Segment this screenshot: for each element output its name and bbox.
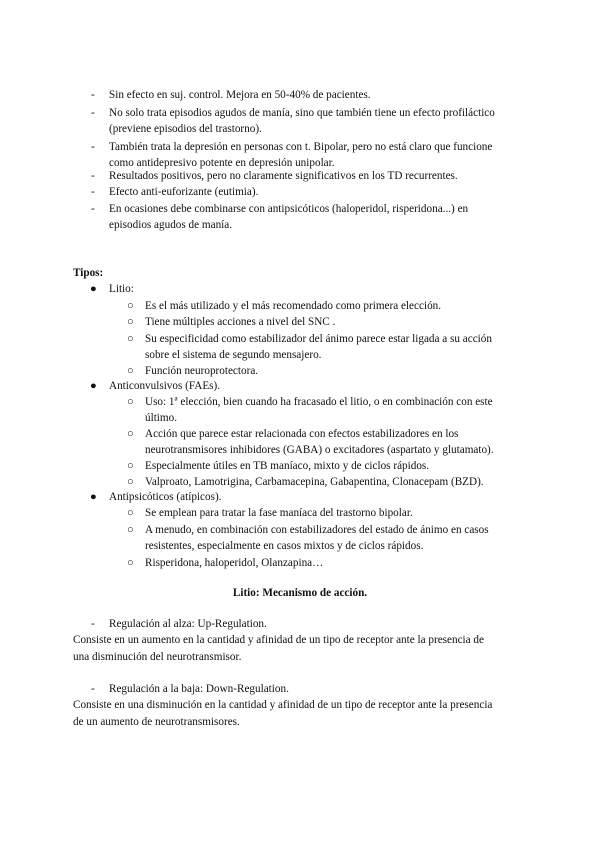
list-item-line: (previene episodios del trastorno). [109,123,262,135]
paragraph-line: de un aumento de neurotransmisores. [73,716,240,728]
tipo-label-litio: Litio: [109,283,134,295]
list-item-line: Efecto anti-euforizante (eutimia). [109,186,259,198]
list-item-line: episodios agudos de manía. [109,219,233,231]
bullet-circle: ○ [127,333,134,345]
bullet-circle: ○ [127,365,134,377]
subitem-line: Especialmente útiles en TB maníaco, mixto y de ciclos rápidos. [145,460,430,472]
bullet-circle: ○ [127,507,134,519]
subitem-line: Su especificidad como estabilizador del ánimo parece estar ligada a su acción [145,333,492,345]
mechanism-label-up: Regulación al alza: Up-Regulation. [109,618,267,630]
bullet-circle: ○ [127,316,134,328]
bullet-circle: ○ [127,300,134,312]
dash-bullet: - [91,203,95,215]
bullet-dot: ● [90,380,97,392]
subitem-line: A menudo, en combinación con estabilizadores del estado de ánimo en casos [145,524,489,536]
paragraph-line: Consiste en una disminución en la cantidad y afinidad de un tipo de receptor ante la presencia [73,699,493,711]
section-heading-mecanismo: Litio: Mecanismo de acción. [232,587,368,599]
bullet-dot: ● [90,283,97,295]
dash-bullet: - [91,683,95,695]
bullet-circle: ○ [127,460,134,472]
tipo-label-antipsicoticos: Antipsicóticos (atípicos). [109,491,222,503]
subitem-line: resistentes, especialmente en casos mixtos y de ciclos rápidos. [145,540,424,552]
subitem-line: Se emplean para tratar la fase maníaca del trastorno bipolar. [145,507,413,519]
paragraph-line: Consiste en un aumento en la cantidad y afinidad de un tipo de receptor ante la presencia de [73,634,484,646]
list-item-line: En ocasiones debe combinarse con antipsicóticos (haloperidol, risperidona...) en [109,203,469,215]
subitem-line: sobre el sistema de segundo mensajero. [145,349,322,361]
dash-bullet: - [91,89,95,101]
list-item-line: Sin efecto en suj. control. Mejora en 50-40% de pacientes. [109,89,371,101]
bullet-circle: ○ [127,524,134,536]
dash-bullet: - [91,107,95,119]
dash-bullet: - [91,170,95,182]
dash-bullet: - [91,618,95,630]
subitem-line: Función neuroprotectora. [145,365,259,377]
subitem-line: Valproato, Lamotrigina, Carbamacepina, Gabapentina, Clonacepam (BZD). [145,476,484,488]
dash-bullet: - [91,141,95,153]
subitem-line: Es el más utilizado y el más recomendado como primera elección. [145,300,442,312]
section-heading-tipos: Tipos: [73,267,104,279]
tipo-label-anticonvulsivos: Anticonvulsivos (FAEs). [109,380,221,392]
subitem-line: neurotransmisores inhibidores (GABA) o excitadores (aspartato y glutamato). [145,444,494,456]
subitem-line: Uso: 1ª elección, bien cuando ha fracasado el litio, o en combinación con este [145,396,493,408]
dash-bullet: - [91,186,95,198]
bullet-circle: ○ [127,396,134,408]
list-item-line: No solo trata episodios agudos de manía, sino que también tiene un efecto profiláctico [109,107,495,119]
subitem-line: Risperidona, haloperidol, Olanzapina… [145,557,324,569]
subitem-line: último. [145,412,178,424]
subitem-line: Acción que parece estar relacionada con efectos estabilizadores en los [145,428,459,440]
mechanism-label-down: Regulación a la baja: Down-Regulation. [109,683,289,695]
bullet-circle: ○ [127,557,134,569]
list-item-line: como antidepresivo potente en depresión unipolar. [109,157,335,169]
list-item-line: También trata la depresión en personas con t. Bipolar, pero no está claro que funcione [109,141,493,153]
paragraph-line: una disminución del neurotransmisor. [73,651,242,663]
bullet-circle: ○ [127,476,134,488]
list-item-line: Resultados positivos, pero no claramente significativos en los TD recurrentes. [109,170,458,182]
bullet-circle: ○ [127,428,134,440]
bullet-dot: ● [90,491,97,503]
subitem-line: Tiene múltiples acciones a nivel del SNC . [145,316,336,328]
